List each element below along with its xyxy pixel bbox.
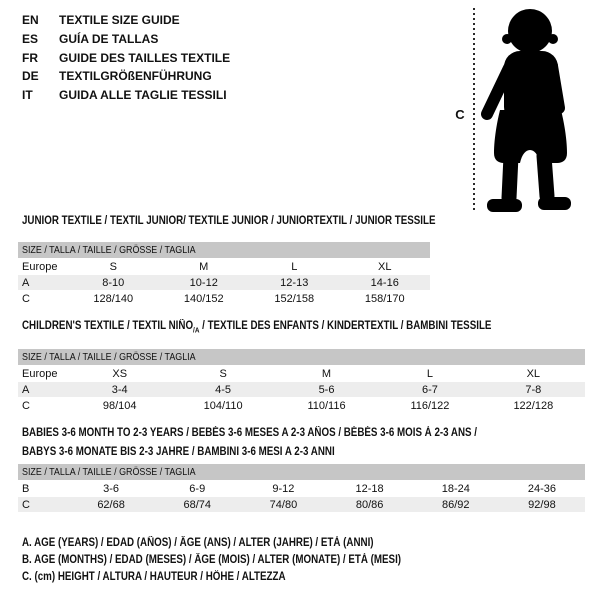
language-row-fr: [22, 48, 230, 67]
babies-textile-table: [18, 464, 585, 513]
table-cell: 3-6: [103, 482, 120, 495]
language-code: EN: [22, 13, 39, 28]
table-cell: 92/98: [528, 498, 556, 511]
table-cell: 68/74: [183, 498, 212, 511]
table-cell: 152/158: [274, 292, 315, 305]
table-cell: 6-9: [189, 482, 206, 495]
guide-title-it: GUIDA ALLE TAGLIE TESSILI: [59, 88, 227, 103]
table-cell: 116/122: [410, 399, 450, 412]
table-cell: XL: [526, 367, 541, 380]
table-cell: 10-12: [189, 276, 218, 289]
baby-silhouette-icon: [479, 6, 593, 212]
table-cell: L: [291, 260, 298, 273]
table-cell: 74/80: [269, 498, 298, 511]
size-header-label: SIZE / TALLA / TAILLE / GRÖSSE / TAGLIA: [22, 466, 196, 478]
row-label: C: [22, 292, 30, 305]
table-cell: 7-8: [525, 383, 542, 396]
language-code: FR: [22, 50, 38, 65]
language-list: [22, 11, 230, 104]
guide-title-en: TEXTILE SIZE GUIDE: [59, 13, 180, 28]
table-cell: 18-24: [441, 482, 470, 495]
junior-table-rows: [18, 259, 430, 306]
size-header-bar: [18, 242, 430, 258]
table-cell: 6-7: [421, 383, 438, 396]
table-row: [18, 481, 585, 496]
table-cell: M: [321, 367, 332, 380]
babies-table-rows: [18, 481, 585, 512]
junior-table-title: JUNIOR TEXTILE / TEXTIL JUNIOR/ TEXTILE JUNIOR / JUNIORTEXTIL / JUNIOR TESSILE: [22, 215, 436, 227]
table-cell: L: [426, 367, 433, 380]
table-cell: 158/170: [364, 292, 405, 305]
footnote-c: C. (cm) HEIGHT / ALTURA / HAUTEUR / HÖHE / ALTEZZA: [22, 571, 286, 584]
language-code: DE: [22, 69, 39, 84]
table-row: [18, 275, 430, 290]
size-header-bar: [18, 349, 585, 365]
table-cell: 24-36: [527, 482, 557, 495]
table-cell: 128/140: [93, 292, 134, 305]
children-table-title: [22, 320, 491, 336]
table-cell: 8-10: [102, 276, 125, 289]
guide-title-es: GUÍA DE TALLAS: [59, 32, 159, 47]
row-label: A: [22, 383, 30, 396]
table-cell: 86/92: [442, 498, 470, 511]
table-cell: S: [219, 367, 227, 380]
size-header-label: SIZE / TALLA / TAILLE / GRÖSSE / TAGLIA: [22, 351, 196, 363]
table-cell: 3-4: [111, 383, 128, 396]
size-header-bar: [18, 464, 585, 480]
height-measure-dotted-line: [473, 8, 475, 210]
table-cell: 104/110: [203, 399, 243, 412]
height-measure-label: C: [455, 107, 465, 122]
footnote-legend: [22, 535, 468, 587]
row-label: B: [22, 482, 30, 495]
table-row: [18, 366, 585, 381]
row-label: A: [22, 276, 30, 289]
language-row-de: [22, 67, 230, 86]
table-row: [18, 291, 430, 306]
babies-title-line1: BABIES 3-6 MONTH TO 2-3 YEARS / BEBÉS 3-6 MESES A 2-3 AÑOS / BÉBÉS 3-6 MOIS À 2-3 ANS /: [22, 427, 478, 439]
table-cell: 110/116: [307, 399, 346, 412]
language-row-es: [22, 30, 230, 49]
table-cell: S: [109, 260, 117, 273]
row-label: C: [22, 498, 30, 511]
junior-textile-table: [18, 242, 430, 307]
table-cell: M: [199, 260, 209, 273]
table-cell: 5-6: [318, 383, 335, 396]
table-cell: 122/128: [513, 399, 554, 412]
children-title-prefix: CHILDREN'S TEXTILE / TEXTIL NIÑO: [22, 320, 194, 332]
babies-title-line2: BABYS 3-6 MONATE BIS 2-3 JAHRE / BAMBINI 3-6 MESI A 2-3 ANNI: [22, 445, 335, 458]
row-label: C: [22, 399, 30, 412]
table-cell: 4-5: [215, 383, 232, 396]
language-code: IT: [22, 88, 33, 103]
row-label: Europe: [22, 260, 58, 273]
footnote-b: B. AGE (MONTHS) / EDAD (MESES) / ÂGE (MOIS) / ALTER (MONATE) / ETÀ (MESI): [22, 554, 402, 567]
language-row-en: [22, 11, 230, 30]
table-cell: XS: [112, 367, 128, 380]
children-table-rows: [18, 366, 585, 413]
table-cell: 80/86: [355, 498, 384, 511]
table-cell: 98/104: [102, 399, 137, 412]
table-row: [18, 259, 430, 274]
children-textile-table: [18, 349, 585, 414]
table-cell: 140/152: [183, 292, 224, 305]
table-row: [18, 382, 585, 397]
table-row: [18, 497, 585, 512]
table-cell: 12-18: [355, 482, 384, 495]
table-row: [18, 398, 585, 413]
table-cell: 62/68: [97, 498, 125, 511]
size-header-label: SIZE / TALLA / TAILLE / GRÖSSE / TAGLIA: [22, 244, 196, 256]
guide-title-fr: GUIDE DES TAILLES TEXTILE: [59, 50, 231, 65]
babies-table-title: [22, 424, 477, 461]
table-cell: 14-16: [370, 276, 399, 289]
guide-title-de: TEXTILGRÖßENFÜHRUNG: [59, 69, 212, 84]
table-cell: 9-12: [272, 482, 295, 495]
table-cell: 12-13: [280, 276, 309, 289]
language-row-it: [22, 86, 230, 105]
children-title-sub: /A: [193, 325, 200, 335]
row-label: Europe: [22, 367, 58, 380]
footnote-a: A. AGE (YEARS) / EDAD (AÑOS) / ÂGE (ANS) / ALTER (JAHRE) / ETÀ (ANNI): [22, 537, 374, 549]
children-title-suffix: / TEXTILE DES ENFANTS / KINDERTEXTIL / BAMBINI TESSILE: [199, 320, 492, 332]
language-code: ES: [22, 32, 39, 47]
table-cell: XL: [378, 260, 392, 273]
